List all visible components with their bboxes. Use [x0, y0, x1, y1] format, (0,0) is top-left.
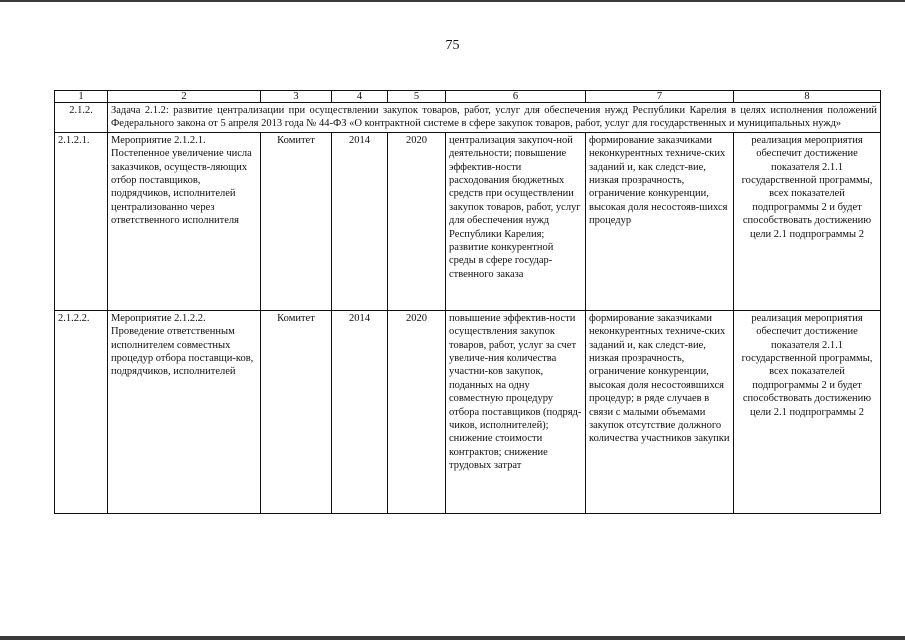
program-table [54, 90, 881, 514]
table-header-row [55, 91, 881, 103]
table-row [55, 310, 881, 513]
header-cell: 2 [108, 91, 261, 103]
scan-edge-bottom [0, 636, 905, 640]
scan-edge-top [0, 0, 905, 2]
header-cell: 1 [55, 91, 108, 103]
header-cell: 8 [734, 91, 881, 103]
page-number: 75 [445, 38, 460, 53]
measure-code: 2.1.2.2. [55, 310, 108, 513]
measure-code: 2.1.2.1. [55, 132, 108, 310]
indicator-link: реализация мероприятия обеспечит достижение показателя 2.1.1 государственной программы, всех показателей подпрограммы 2 и будет способствовать достижению цели 2.1 подпрограммы 2 [734, 132, 881, 310]
header-cell: 5 [388, 91, 446, 103]
task-row [55, 103, 881, 133]
header-cell: 7 [586, 91, 734, 103]
expected-result: повышение эффектив-ности осуществления закупок товаров, работ, услуг за счет увеличе-ния количества участни-ков закупок, поданных на одну совместную процедуру отбора поставщиков (подряд-чиков, исполнителей); снижение стоимости контрактов; снижение трудовых затрат [446, 310, 586, 513]
executor: Комитет [261, 310, 332, 513]
consequences: формирование заказчиками неконкурентных техниче-ских заданий и, как следст-вие, низкая прозрачность, ограничение конкуренции, высокая доля несостояв-шихся процедур [586, 132, 734, 310]
executor: Комитет [261, 132, 332, 310]
table-row [55, 132, 881, 310]
end-year: 2020 [388, 310, 446, 513]
start-year: 2014 [332, 132, 388, 310]
task-code: 2.1.2. [55, 103, 108, 133]
indicator-link: реализация мероприятия обеспечит достижение показателя 2.1.1 государственной программы, всех показателей подпрограммы 2 и будет способствовать достижению цели 2.1 подпрограммы 2 [734, 310, 881, 513]
measure-name: Мероприятие 2.1.2.1. Постепенное увеличение числа заказчиков, осуществ-ляющих отбор поставщиков, подрядчиков, исполнителей централизованно через ответственного исполнителя [108, 132, 261, 310]
measure-name: Мероприятие 2.1.2.2. Проведение ответственным исполнителем совместных процедур отбора поставщи-ков, подрядчиков, исполнителей [108, 310, 261, 513]
header-cell: 4 [332, 91, 388, 103]
expected-result: централизация закупоч-ной деятельности; повышение эффектив-ности расходования бюджетных средств при осуществлении закупок товаров, работ, услуг для обеспечения нужд Республики Карелия; развитие конкурентной среды в сфере государ-ственного заказа [446, 132, 586, 310]
header-cell: 6 [446, 91, 586, 103]
consequences: формирование заказчиками неконкурентных техниче-ских заданий и, как следст-вие, низкая прозрачность, ограничение конкуренции, высокая доля несостоявшихся процедур; в ряде случаев в связи с малыми объемами закупок отсутствие должного количества участников закупки [586, 310, 734, 513]
start-year: 2014 [332, 310, 388, 513]
task-text: Задача 2.1.2: развитие централизации при осуществлении закупок товаров, работ, услуг для обеспечения нужд Республики Карелия в целях исполнения положений Федерального закона от 5 апреля 2013 года № 44-ФЗ «О контрактной системе в сфере закупок товаров, работ, услуг для государственных и муниципальных нужд» [108, 103, 881, 133]
end-year: 2020 [388, 132, 446, 310]
header-cell: 3 [261, 91, 332, 103]
